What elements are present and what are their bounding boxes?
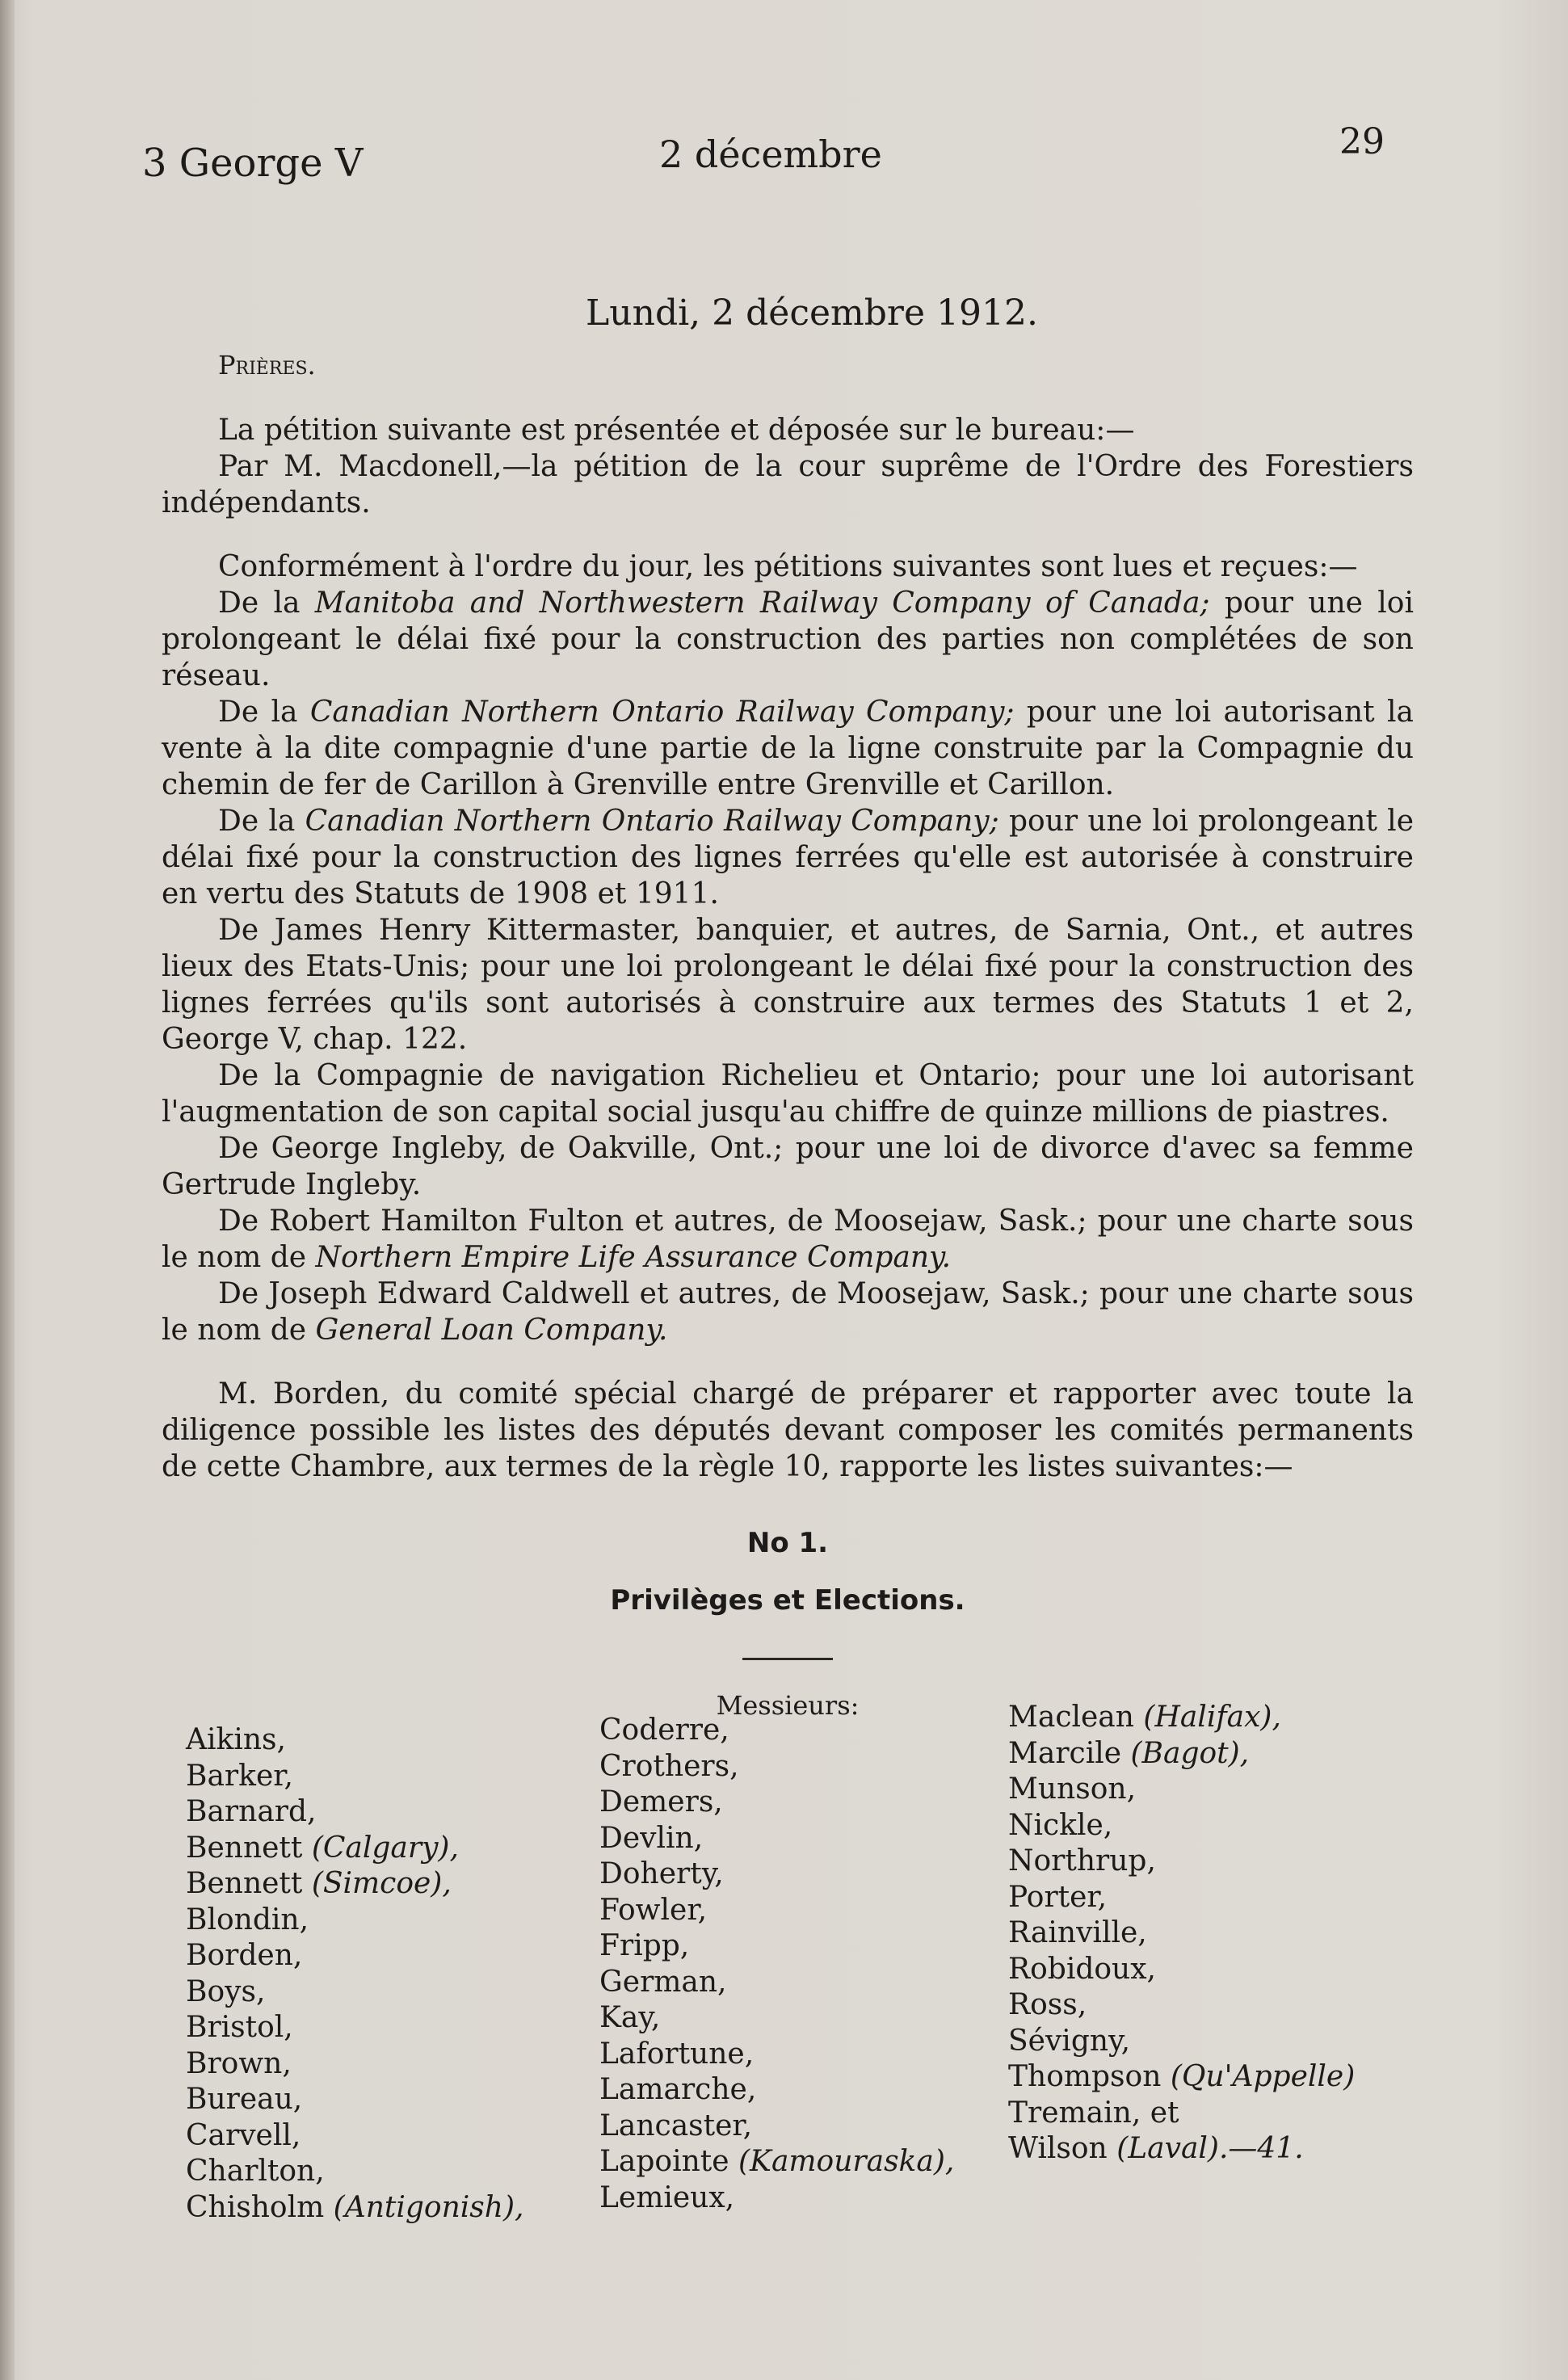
member-name: Robidoux, (1008, 1952, 1156, 1986)
members-column-3 (1008, 1700, 1355, 2168)
member-name: Munson, (1008, 1772, 1137, 1806)
member-name: Charlton, (186, 2155, 325, 2188)
member-entry (599, 1821, 954, 1857)
member-entry (1008, 1808, 1355, 1844)
header-regnal-year: 3 George V (142, 141, 364, 186)
member-entry (1008, 1880, 1355, 1916)
member-entry (1008, 1700, 1355, 1736)
petition-item (162, 912, 1414, 1058)
petition-presented-text: Par M. Macdonell,—la pétition de la cour suprême de l'Ordre des Forestiers indépendants. (162, 450, 1414, 519)
member-riding: (Bagot), (1130, 1736, 1250, 1770)
member-name: Lamarche, (599, 2073, 757, 2106)
petition-item-rest: pour une loi autorisant la vente à la dite compagnie d'une partie de la ligne construite par la Compagnie du chemin de fer de Carillon à Grenville entre Grenville et Carillon. (162, 696, 1414, 801)
petition-item (162, 803, 1414, 912)
member-name: Barnard, (186, 1795, 317, 1828)
petition-item-prefix: De Joseph Edward Caldwell et autres, de Moosejaw, Sask.; pour une charte sous le nom de (162, 1277, 1414, 1347)
petition-item-rest: pour une loi prolongeant le délai fixé pour la construction des parties non complétées de son réseau. (162, 587, 1414, 692)
member-entry (186, 1903, 523, 1939)
member-entry (599, 1856, 954, 1893)
member-entry (1008, 2131, 1355, 2168)
member-entry (599, 2072, 954, 2109)
member-name: Fowler, (599, 1893, 708, 1927)
member-entry (186, 1722, 523, 1759)
member-riding: (Kamouraska), (738, 2145, 955, 2178)
member-entry (186, 1866, 523, 1903)
member-entry (599, 1785, 954, 1821)
member-entry (599, 1928, 954, 1965)
member-name: Chisholm (186, 2190, 334, 2224)
member-entry (186, 2190, 523, 2227)
member-name: Northrup, (1008, 1844, 1156, 1878)
petition-item-company: Canadian Northern Ontario Railway Company; (309, 696, 1015, 729)
day-title: Lundi, 2 décembre 1912. (586, 292, 1038, 334)
member-entry (599, 2037, 954, 2073)
header-date: 2 décembre (659, 132, 882, 176)
committee-report: M. Borden, du comité spécial chargé de préparer et rapporter avec toute la diligence possible les listes des députés devant composer les comités permanents de cette Chambre, aux termes de la règle 10, rapporte les listes suivantes:— (162, 1377, 1414, 1483)
member-entry (599, 2144, 954, 2180)
member-entry (1008, 1915, 1355, 1952)
member-name: Borden, (186, 1939, 303, 1972)
member-name: Maclean (1008, 1701, 1144, 1734)
petitions-read-intro: Conformément à l'ordre du jour, les pétitions suivantes sont lues et reçues:— (218, 550, 1358, 583)
member-riding: (Laval).—41. (1116, 2132, 1304, 2165)
member-entry (186, 1794, 523, 1831)
committee-number: No 1. (746, 1527, 829, 1559)
petition-item-company: Canadian Northern Ontario Railway Company; (305, 805, 999, 838)
petition-item (162, 1130, 1414, 1203)
member-entry (186, 2118, 523, 2155)
member-name: Thompson (1008, 2060, 1171, 2093)
member-name: Lafortune, (599, 2037, 755, 2071)
member-entry (186, 2010, 523, 2046)
petition-item-company: General Loan Company. (315, 1314, 668, 1347)
petition-item-rest: pour une loi prolongeant le délai fixé pour la construction des lignes ferrées qu'elle est autorisée à construire en vertu des Statuts de 1908 et 1911. (162, 805, 1415, 910)
prieres-heading: Prières. (218, 350, 316, 381)
petition-item-prefix: De la (218, 696, 310, 729)
member-riding: (Antigonish), (333, 2190, 524, 2224)
member-entry (1008, 2024, 1355, 2060)
messieurs-label: Messieurs: (716, 1690, 860, 1721)
member-name: Lapointe (599, 2145, 739, 2178)
member-entry (186, 1831, 523, 1867)
member-entry (186, 2046, 523, 2083)
book-spine-shadow (0, 0, 15, 2380)
member-entry (186, 1938, 523, 1974)
member-name: Porter, (1008, 1880, 1108, 1914)
member-name: Bristol, (186, 2011, 293, 2044)
member-name: Lancaster, (599, 2109, 753, 2142)
member-name: Bureau, (186, 2083, 303, 2116)
member-entry (599, 2000, 954, 2037)
member-entry (599, 1893, 954, 1929)
running-header (0, 121, 1568, 194)
divider-rule (742, 1658, 833, 1660)
member-name: Aikins, (186, 1723, 286, 1756)
members-column-1 (186, 1722, 523, 2226)
member-entry (1008, 2059, 1355, 2096)
member-entry (186, 1759, 523, 1795)
member-entry (1008, 2096, 1355, 2132)
member-name: Fripp, (599, 1929, 690, 1962)
member-entry (1008, 1844, 1355, 1880)
petition-item-company: Northern Empire Life Assurance Company. (315, 1241, 952, 1274)
member-name: German, (599, 1965, 727, 1999)
petition-item-prefix: De George Ingleby, de Oakville, Ont.; pour une loi de divorce d'avec sa femme Gertrude Ingleby. (162, 1132, 1414, 1201)
petition-item (162, 1058, 1414, 1130)
member-entry (599, 1713, 954, 1749)
spacer (162, 521, 1414, 549)
petition-item-prefix: De la (218, 805, 305, 838)
member-entry (599, 1965, 954, 2001)
member-name: Brown, (186, 2046, 292, 2080)
petition-item (162, 585, 1414, 694)
committee-name: Privilèges et Elections. (610, 1584, 965, 1617)
member-entry (1008, 1952, 1355, 1988)
member-entry (599, 2180, 954, 2217)
petition-item (162, 1276, 1414, 1348)
member-name: Crothers, (599, 1749, 739, 1783)
member-entry (186, 2082, 523, 2118)
petition-item (162, 694, 1414, 803)
petition-presented-intro: La pétition suivante est présentée et déposée sur le bureau:— (218, 414, 1135, 447)
member-riding: (Simcoe), (311, 1867, 452, 1900)
member-name: Ross, (1008, 1988, 1087, 2021)
member-entry (1008, 1987, 1355, 2024)
member-name: Doherty, (599, 1857, 724, 1890)
member-name: Marcile (1008, 1736, 1131, 1770)
member-riding: (Qu'Appelle) (1170, 2060, 1356, 2093)
member-name: Rainville, (1008, 1916, 1147, 1949)
member-name: Devlin, (599, 1821, 704, 1855)
member-name: Barker, (186, 1759, 293, 1793)
petition-list (162, 585, 1414, 1348)
petition-item-company: Manitoba and Northwestern Railway Company of Canada; (314, 587, 1210, 620)
member-name: Bennett (186, 1831, 312, 1865)
member-name: Sévigny, (1008, 2024, 1131, 2058)
member-name: Blondin, (186, 1903, 309, 1936)
petition-item (162, 1203, 1414, 1276)
member-name: Demers, (599, 1785, 723, 1819)
members-column-2 (599, 1713, 954, 2216)
member-name: Carvell, (186, 2118, 301, 2152)
member-name: Kay, (599, 2001, 661, 2034)
member-name: Bennett (186, 1867, 312, 1900)
member-entry (186, 2154, 523, 2190)
member-entry (186, 1974, 523, 2011)
member-name: Tremain, et (1008, 2096, 1179, 2130)
member-riding: (Halifax), (1143, 1701, 1281, 1734)
member-name: Lemieux, (599, 2180, 735, 2214)
member-riding: (Calgary), (311, 1831, 459, 1865)
member-name: Nickle, (1008, 1808, 1113, 1842)
journal-body (162, 292, 1415, 1724)
member-entry (1008, 1736, 1355, 1772)
petition-item-prefix: De James Henry Kittermaster, banquier, et autres, de Sarnia, Ont., et autres lieux des Etats-Unis; pour une loi prolongeant le délai fixé pour la construction des lignes ferrées qu'ils sont autorisés à construire aux termes des Statuts 1 et 2, George V, chap. 122. (162, 914, 1414, 1056)
petition-item-prefix: De Robert Hamilton Fulton et autres, de Moosejaw, Sask.; pour une charte sous le nom de (162, 1205, 1414, 1274)
member-name: Wilson (1008, 2132, 1117, 2165)
spacer (162, 1348, 1414, 1376)
member-name: Boys, (186, 1974, 266, 2008)
petition-item-prefix: De la Compagnie de navigation Richelieu et Ontario; pour une loi autorisant l'augmentation de son capital social jusqu'au chiffre de quinze millions de piastres. (162, 1059, 1414, 1129)
page-number: 29 (1339, 121, 1385, 162)
member-entry (599, 2109, 954, 2145)
member-name: Coderre, (599, 1714, 729, 1747)
petition-item-prefix: De la (218, 587, 315, 620)
member-entry (1008, 1772, 1355, 1808)
member-entry (599, 1749, 954, 1785)
